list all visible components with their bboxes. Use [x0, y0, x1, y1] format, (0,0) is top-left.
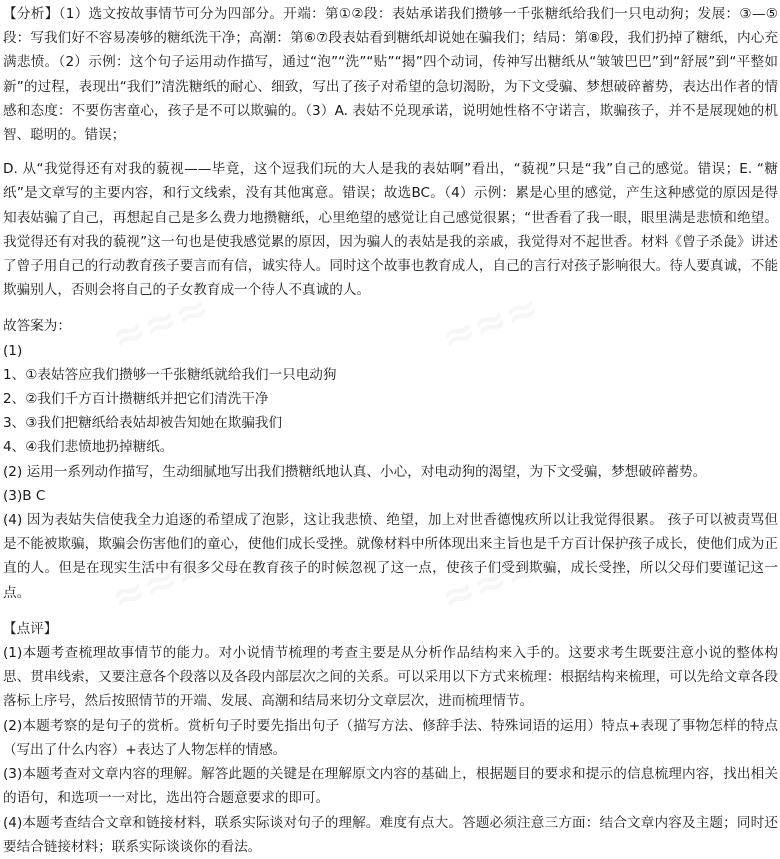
comment-1: (1)本题考查梳理故事情节的能力。对小说情节梳理的考查主要是从分析作品结构来入手的。这要求考生既要注意小说的整体构思、贯串线索，又要注意各个段落以及各段内部层次之间的关系。可以采用以下方式来梳理：根据结构来梳理，可以先给文章各段落标上序号，然后按照情节的开端、发展、高潮和结局来切分文章层次，进而梳理情节。 — [3, 645, 778, 710]
comment-heading: 【点评】 — [3, 620, 58, 637]
answer-q1-item: 4、④我们悲愤地扔掉糖纸。 — [3, 439, 174, 456]
answer-q2: (2) 运用一系列动作描写，生动细腻地写出我们攒糖纸地认真、小心，对电动狗的渴望，为下文受骗，梦想破碎蓄势。 — [3, 463, 707, 480]
comment-4: (4)本题考查结合文章和链接材料，联系实际谈对句子的理解。难度有点大。答题必须注意三方面：结合文章内容及主题；同时还要结合链接材料；联系实际谈谈你的看法。 — [3, 814, 778, 855]
answer-heading: 故答案为： — [3, 318, 71, 335]
comment-3: (3)本题考查对文章内容的理解。解答此题的关键是在理解原文内容的基础上，根据题目的要求和提示的信息梳理内容，找出相关的语句，和选项一一对比，选出符合题意要求的即可。 — [3, 766, 778, 807]
answer-q1-label: (1) — [3, 342, 23, 359]
comment-2: (2)本题考察的是句子的赏析。赏析句子时要先指出句子（描写方法、修辞手法、特殊词语的运用）特点+表现了事物怎样的特点（写出了什么内容）+表达了人物怎样的情感。 — [3, 717, 778, 758]
analysis-paragraph-1: 【分析】（1）选文按故事情节可分为四部分。开端：第①②段：表姑承诺我们攒够一千张糖纸给我们一只电动狗；发展：③—⑤段：写我们好不容易凑够的糖纸洗干净；高潮：第⑥⑦段表姑看到糖纸却说她在骗我们；结局：第⑧段，我们扔掉了糖纸，内心充满悲愤。（2）示例：这个句子运用动作描写，通过“泡”“洗”“贴”“揭”四个动词，传神写出糖纸从“皱皱巴巴”到“舒展”到“平整如新”的过程，表现出“我们”清洗糖纸的耐心、细致，写出了孩子对希望的急切渴盼，为下文受骗、梦想破碎蓄势，表达出作者的情感和态度：不要伤害童心，孩子是不可以欺骗的。（3）A. 表姑不兑现承诺，说明她性格不守诺言，欺骗孩子，并不是展现她的机智、聪明的。错误； — [3, 6, 778, 144]
answer-q3: (3)B C — [3, 487, 46, 504]
answer-q1-item: 1、①表姑答应我们攒够一千张糖纸就给我们一只电动狗 — [3, 366, 337, 383]
analysis-paragraph-2: D. 从“我觉得还有对我的藐视——毕竟，这个逗我们玩的大人是我的表姑啊”看出，“藐视”只是“我”自己的感觉。错误；E. “糖纸”是文章写的主要内容，和行文线索，没有其他寓意。错误；故选BC。（4）示例：累是心里的感觉，产生这种感觉的原因是得知表姑骗了自己，再想起自己是多么费力地攒糖纸，心里绝望的感觉让自己感觉很累；“世香看了我一眼，眼里满是悲愤和绝望。我觉得还有对我的藐视”这一句也是使我感觉累的原因，因为骗人的表姑是我的亲戚，我觉得对不起世香。材料《曾子杀彘》讲述了曾子用自己的行动教育孩子要言而有信，诚实待人。同时这个故事也教育成人，自己的言行对孩子影响很大。待人要真诚，不能欺骗别人，否则会将自己的子女教育成一个待人不真诚的人。 — [3, 161, 778, 299]
answer-q1-item: 2、②我们千方百计攒糖纸并把它们清洗干净 — [3, 391, 269, 408]
answer-q4: (4) 因为表姑失信使我全力追逐的希望成了泡影，这让我悲愤、绝望，加上对世香德愧疚所以让我觉得很累。 孩子可以被责骂但是不能被欺骗，欺骗会伤害他们的童心，使他们成长受挫。就像材料中所体现出来主旨也是千方百计保护孩子成长，使他们成为正直的人。但是在现实生活中有很多父母在教育孩子的时候忽视了这一点，使孩子们受到欺骗，成长受挫，所以父母们要谨记这一点。 — [3, 512, 778, 601]
answer-q1-item: 3、③我们把糖纸给表姑却被告知她在欺骗我们 — [3, 415, 283, 432]
